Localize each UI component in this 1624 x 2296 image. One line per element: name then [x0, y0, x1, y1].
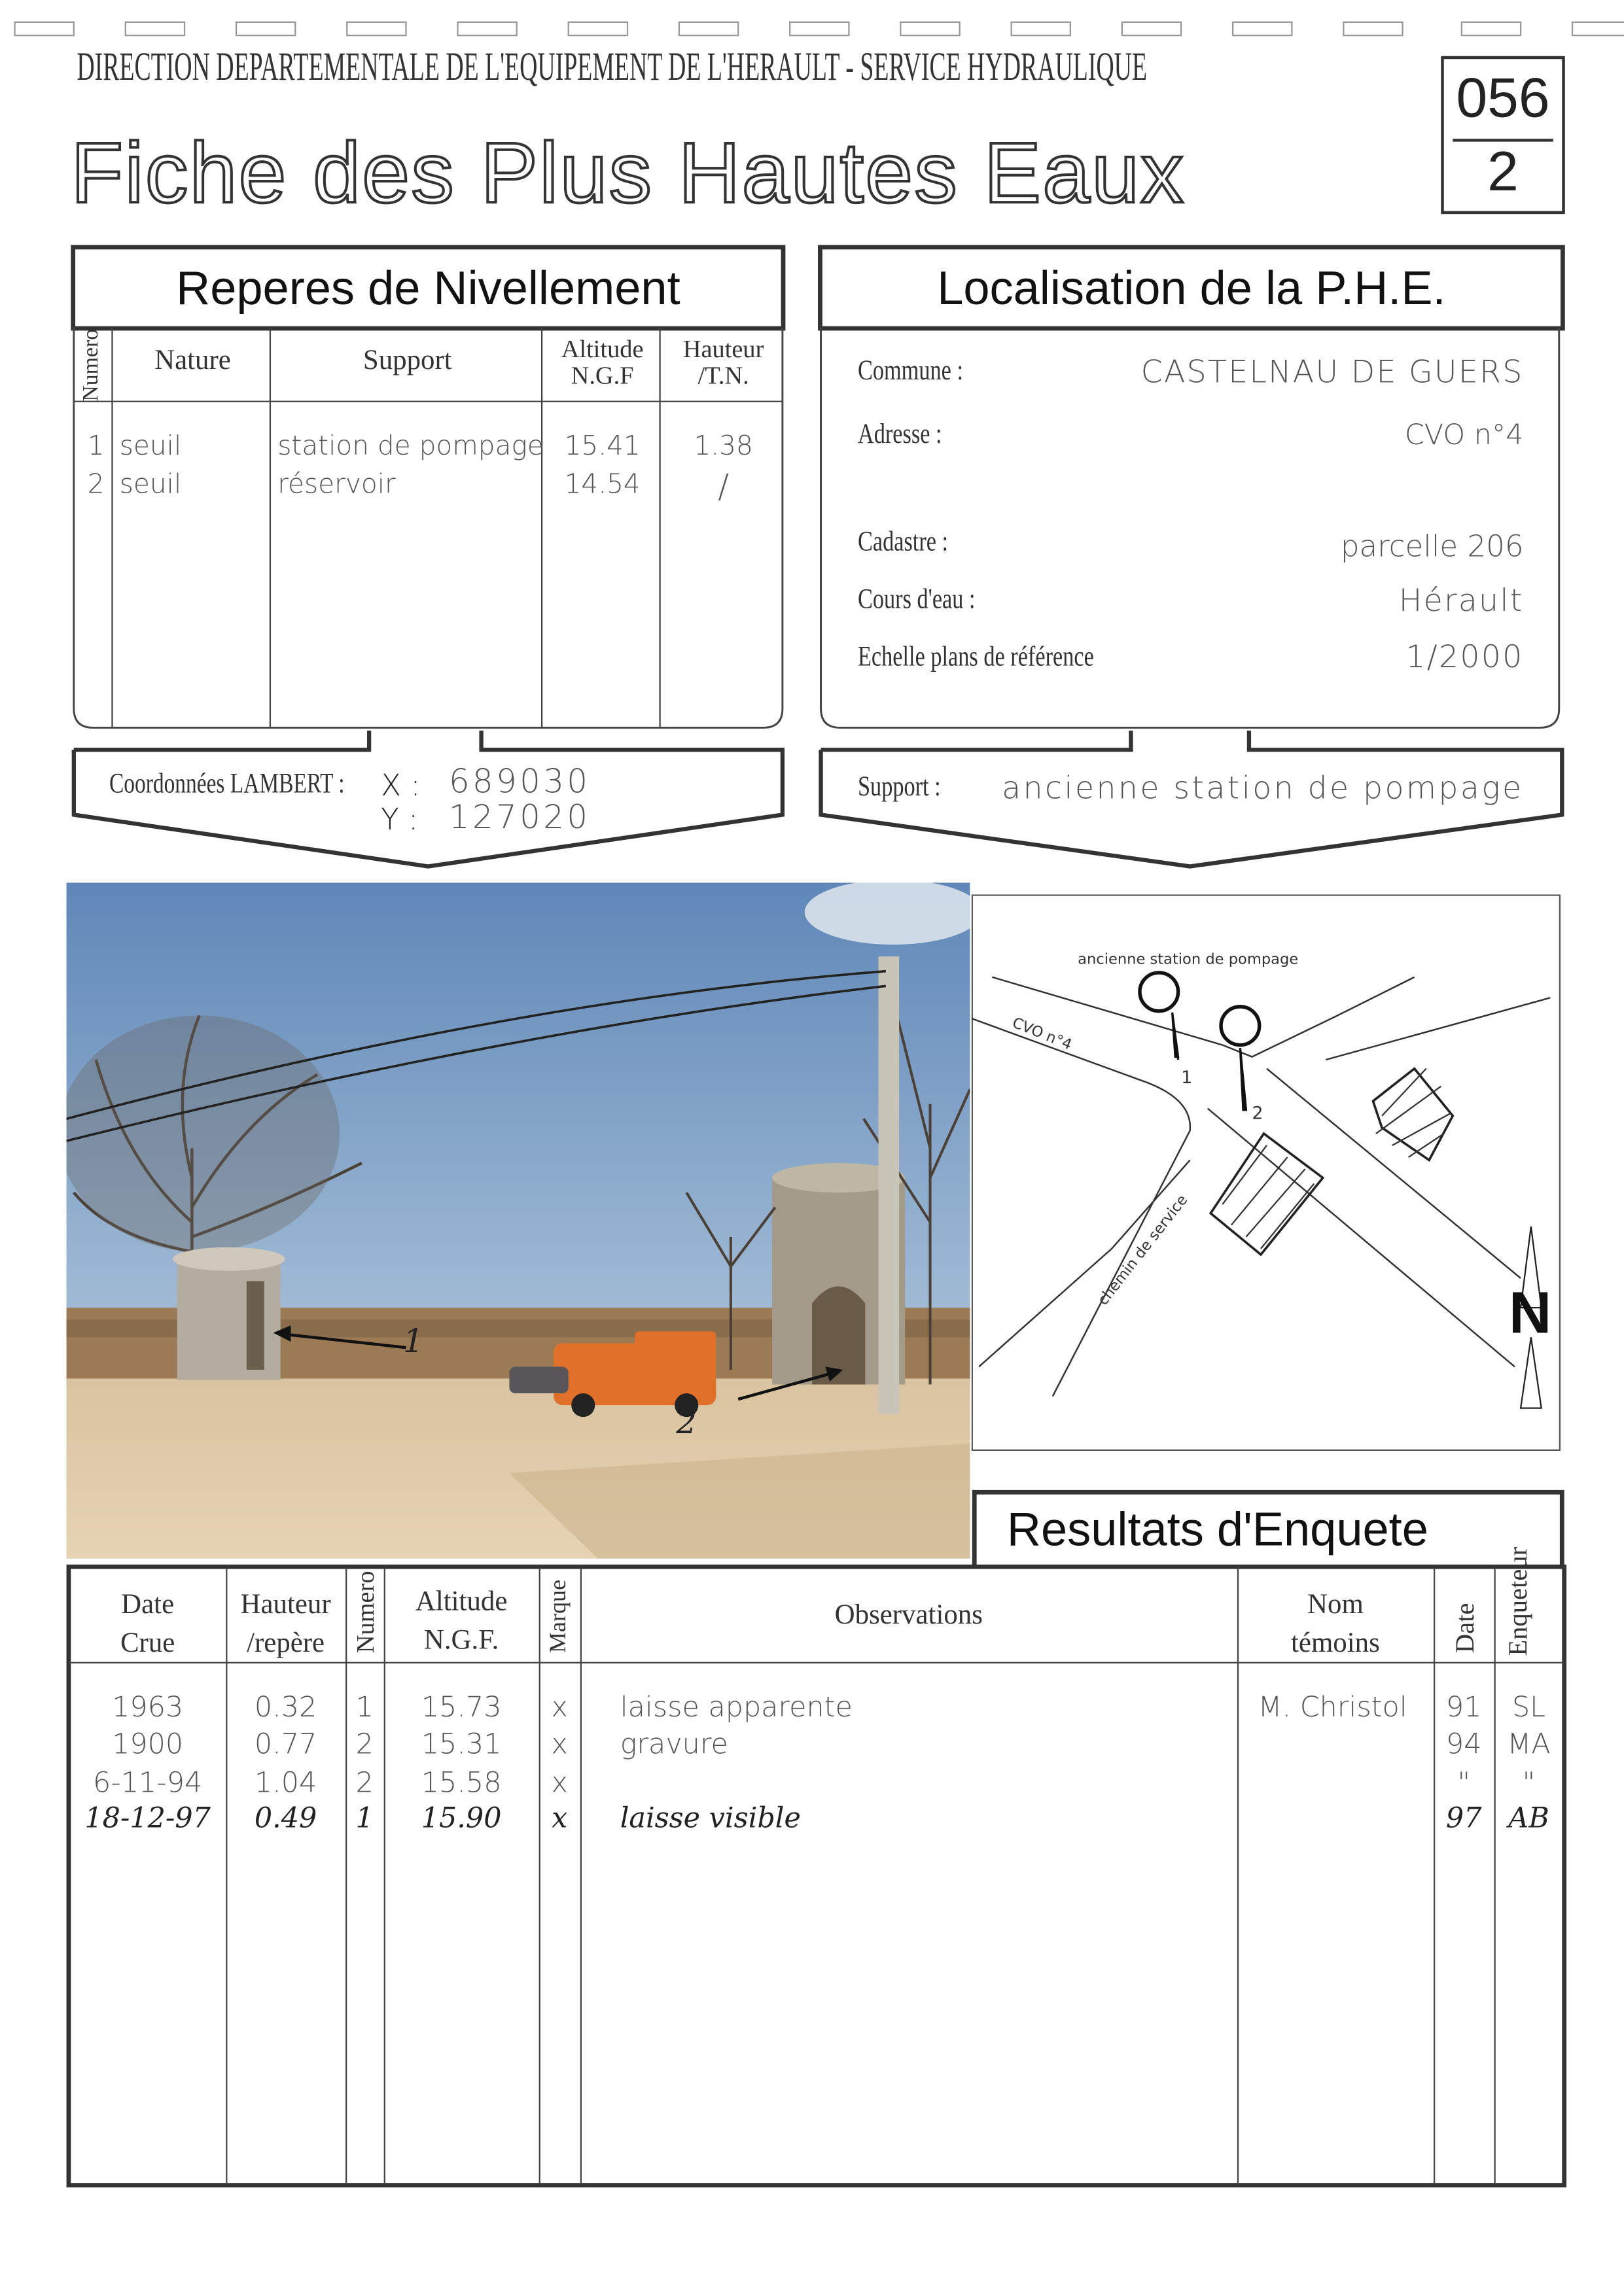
- reperes-title: Reperes de Nivellement: [176, 261, 680, 315]
- reperes-row-altitude: 14.54: [564, 469, 641, 500]
- reperes-col-hauteur: Hauteur /T.N.: [682, 335, 764, 390]
- plan-station-label: ancienne station de pompage: [1078, 952, 1299, 969]
- result-altitude: 15.90: [421, 1802, 502, 1835]
- commune-label: Commune :: [857, 355, 963, 387]
- cours-eau-label: Cours d'eau :: [857, 584, 976, 616]
- reperes-col-support: Support: [362, 345, 452, 377]
- result-date-crue: 6-11-94: [92, 1766, 203, 1800]
- reperes-row-support: station de pompage: [277, 430, 544, 462]
- resultats-col-hauteur: Hauteur /repère: [240, 1590, 331, 1660]
- cadastre-label: Cadastre :: [857, 527, 949, 558]
- resultats-col-enqueteur: Enqueteur: [1503, 1546, 1533, 1656]
- result-temoin: M. Christol: [1258, 1691, 1407, 1724]
- result-hauteur: 1.04: [254, 1766, 317, 1800]
- adresse-value: CVO n°4: [1404, 419, 1524, 452]
- reperes-row-hauteur: 1.38: [694, 430, 753, 462]
- lambert-x-label: X :: [381, 767, 421, 803]
- reperes-row-num: 2: [87, 469, 105, 500]
- lambert-x-value: 689030: [448, 764, 591, 802]
- resultats-title: Resultats d'Enquete: [1006, 1503, 1428, 1556]
- cours-eau-value: Hérault: [1398, 583, 1524, 619]
- sheet-sub-code: 2: [1487, 141, 1519, 204]
- result-altitude: 15.73: [421, 1691, 502, 1724]
- result-marque: x: [551, 1728, 568, 1761]
- result-marque: x: [551, 1691, 568, 1724]
- reperes-col-numero: Numero: [79, 328, 103, 402]
- echelle-label: Echelle plans de référence: [857, 642, 1094, 673]
- result-numero: 2: [355, 1728, 374, 1761]
- result-altitude: 15.31: [421, 1728, 502, 1761]
- result-date-crue: 1963: [112, 1691, 184, 1724]
- plan-marker-2: 2: [1252, 1102, 1263, 1124]
- resultats-col-observations: Observations: [834, 1599, 983, 1631]
- localisation-title: Localisation de la P.H.E.: [937, 261, 1446, 315]
- result-enqueteur: SL: [1511, 1691, 1546, 1724]
- reperes-row-nature: seuil: [119, 469, 182, 500]
- photo-marker-1: 1: [402, 1323, 424, 1361]
- reperes-row-altitude: 15.41: [564, 430, 641, 462]
- lambert-label: Coordonnées LAMBERT :: [109, 769, 345, 800]
- result-observations: laisse apparente: [620, 1691, 853, 1724]
- result-date-crue: 1900: [112, 1728, 184, 1761]
- result-date: 91: [1445, 1691, 1482, 1724]
- reperes-col-nature: Nature: [154, 345, 231, 377]
- north-arrow-icon: N: [1509, 1281, 1552, 1346]
- result-numero: 1: [355, 1691, 374, 1724]
- reperes-row-num: 1: [87, 430, 105, 462]
- result-marque: x: [551, 1766, 568, 1800]
- department-heading: DIRECTION DEPARTEMENTALE DE L'EQUIPEMENT DE L'HERAULT - SERVICE HYDRAULIQUE: [77, 44, 1148, 89]
- resultats-col-altitude: Altitude N.G.F.: [415, 1586, 508, 1656]
- result-enqueteur: AB: [1508, 1802, 1549, 1835]
- resultats-col-date-crue: Date Crue: [120, 1590, 175, 1660]
- result-hauteur: 0.32: [254, 1691, 317, 1724]
- result-altitude: 15.58: [421, 1766, 502, 1800]
- reperes-title-box: [71, 245, 785, 331]
- result-enqueteur: ": [1522, 1766, 1536, 1800]
- reperes-col-altitude: Altitude N.G.F: [561, 335, 644, 390]
- lambert-y-value: 127020: [448, 799, 591, 837]
- support-label: Support :: [857, 772, 941, 803]
- result-hauteur: 0.49: [254, 1802, 317, 1835]
- result-marque: x: [552, 1802, 568, 1835]
- resultats-col-date: Date: [1449, 1603, 1479, 1654]
- adresse-label: Adresse :: [857, 419, 942, 451]
- sheet-code: 056: [1456, 67, 1550, 130]
- result-numero: 2: [355, 1766, 374, 1800]
- result-date: 94: [1445, 1728, 1482, 1761]
- lambert-y-label: Y :: [381, 801, 419, 837]
- resultats-col-marque: Marque: [546, 1579, 572, 1654]
- support-value: ancienne station de pompage: [1002, 770, 1524, 806]
- result-hauteur: 0.77: [254, 1728, 317, 1761]
- reperes-row-support: réservoir: [277, 469, 396, 500]
- resultats-col-numero: Numero: [351, 1571, 380, 1654]
- result-date: 97: [1445, 1802, 1482, 1835]
- cadastre-value: parcelle 206: [1340, 528, 1524, 564]
- result-observations: gravure: [620, 1728, 728, 1761]
- resultats-col-temoins: Nom témoins: [1291, 1590, 1380, 1660]
- plan-chemin-label: chemin de service: [1095, 1192, 1192, 1309]
- result-date: ": [1457, 1766, 1471, 1800]
- plan-road-label: CVO n°4: [1010, 1015, 1074, 1054]
- reperes-row-nature: seuil: [119, 430, 182, 462]
- plan-marker-1: 1: [1181, 1067, 1193, 1088]
- result-numero: 1: [355, 1802, 374, 1835]
- result-enqueteur: MA: [1507, 1728, 1551, 1761]
- page-title: Fiche des Plus Hautes Eaux: [71, 125, 1186, 222]
- localisation-title-box: [818, 245, 1565, 331]
- site-photo: [67, 882, 970, 1558]
- commune-value: CASTELNAU DE GUERS: [1140, 354, 1524, 390]
- location-plan: [972, 894, 1562, 1452]
- echelle-value: 1/2000: [1405, 639, 1524, 675]
- reperes-row-hauteur: /: [718, 469, 729, 506]
- sheet-code-box: [1441, 56, 1565, 214]
- photo-marker-2: 2: [676, 1405, 697, 1442]
- result-date-crue: 18-12-97: [84, 1802, 211, 1835]
- result-observations: laisse visible: [620, 1802, 801, 1835]
